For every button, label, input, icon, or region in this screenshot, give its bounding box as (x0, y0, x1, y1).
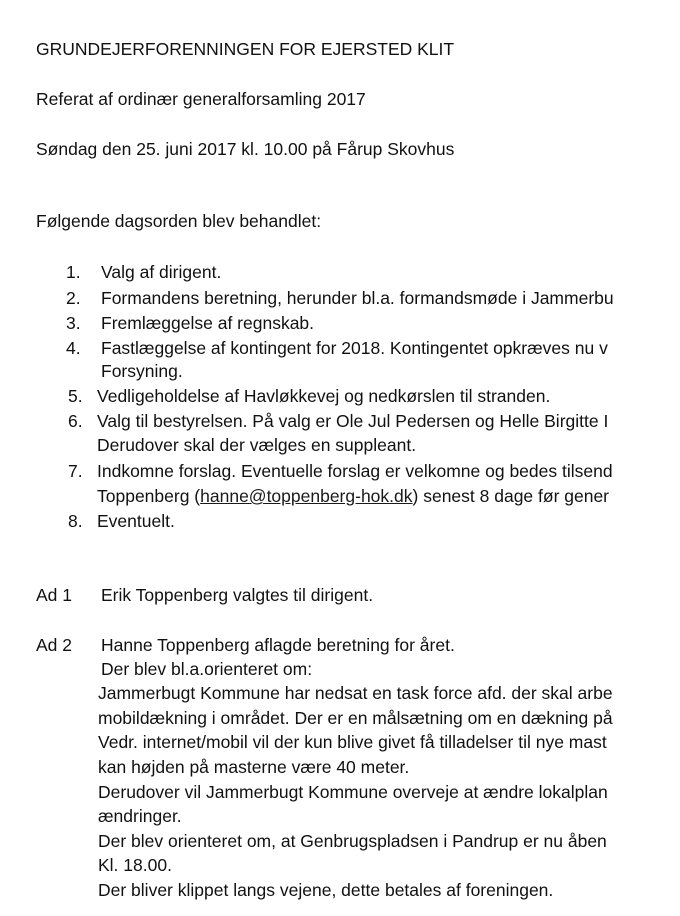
document-title: Referat af ordinær generalforsamling 2017 (36, 89, 366, 109)
text-suffix: ) senest 8 dage før gener (412, 486, 610, 506)
agenda-intro: Følgende dagsorden blev behandlet: (36, 211, 322, 231)
minutes-label: Ad 1 (36, 585, 72, 605)
agenda-item-text: Fremlæggelse af regnskab. (101, 313, 315, 333)
text-prefix: Toppenberg ( (97, 486, 201, 506)
agenda-item-text: Vedligeholdelse af Havløkkevej og nedkørslen til stranden. (97, 386, 551, 406)
minutes-text: Vedr. internet/mobil vil der kun blive givet få tilladelser til nye mast (98, 732, 607, 752)
agenda-item-number: 4. (66, 338, 81, 358)
agenda-item-text: Indkomne forslag. Eventuelle forslag er velkomne og bedes tilsend (97, 461, 613, 481)
minutes-text: mobildækning i området. Der er en målsætning om en dækning på (98, 708, 613, 728)
minutes-text: ændringer. (98, 806, 182, 826)
agenda-item-number: 8. (68, 511, 83, 531)
agenda-item-text: Valg til bestyrelsen. På valg er Ole Jul Pedersen og Helle Birgitte I (97, 411, 609, 431)
agenda-item-text-continued (97, 485, 609, 507)
minutes-text: Der blev orienteret om, at Genbrugspladsen i Pandrup er nu åben (98, 831, 607, 851)
agenda-item-number: 1. (66, 262, 81, 282)
agenda-item-text: Eventuelt. (97, 511, 175, 531)
minutes-text: Hanne Toppenberg aflagde beretning for året. (101, 635, 455, 655)
minutes-text: Der bliver klippet langs vejene, dette betales af foreningen. (98, 880, 554, 900)
minutes-text: Kl. 18.00. (98, 855, 172, 875)
agenda-item-text: Valg af dirigent. (101, 262, 222, 282)
email-link[interactable]: hanne@toppenberg-hok.dk (200, 486, 413, 506)
agenda-item-text-continued: Derudover skal der vælges en suppleant. (97, 435, 417, 455)
agenda-item-number: 2. (66, 288, 81, 308)
agenda-item-text: Fastlæggelse af kontingent for 2018. Kontingentet opkræves nu v (101, 338, 608, 358)
minutes-text: Der blev bl.a.orienteret om: (101, 659, 313, 679)
agenda-item-number: 7. (68, 461, 83, 481)
agenda-item-number: 6. (68, 411, 83, 431)
meeting-date-place: Søndag den 25. juni 2017 kl. 10.00 på Fårup Skovhus (36, 139, 455, 159)
agenda-item-number: 5. (68, 386, 83, 406)
association-name: GRUNDEJERFORENNINGEN FOR EJERSTED KLIT (36, 39, 455, 59)
agenda-item-text: Formandens beretning, herunder bl.a. formandsmøde i Jammerbu (101, 288, 614, 308)
minutes-text: kan højden på masterne være 40 meter. (98, 757, 410, 777)
minutes-text: Jammerbugt Kommune har nedsat en task force afd. der skal arbe (98, 683, 613, 703)
agenda-item-number: 3. (66, 313, 81, 333)
minutes-text: Derudover vil Jammerbugt Kommune overveje at ændre lokalplan (98, 782, 608, 802)
minutes-label: Ad 2 (36, 635, 72, 655)
agenda-item-text-continued: Forsyning. (101, 361, 183, 381)
minutes-text: Erik Toppenberg valgtes til dirigent. (101, 585, 374, 605)
